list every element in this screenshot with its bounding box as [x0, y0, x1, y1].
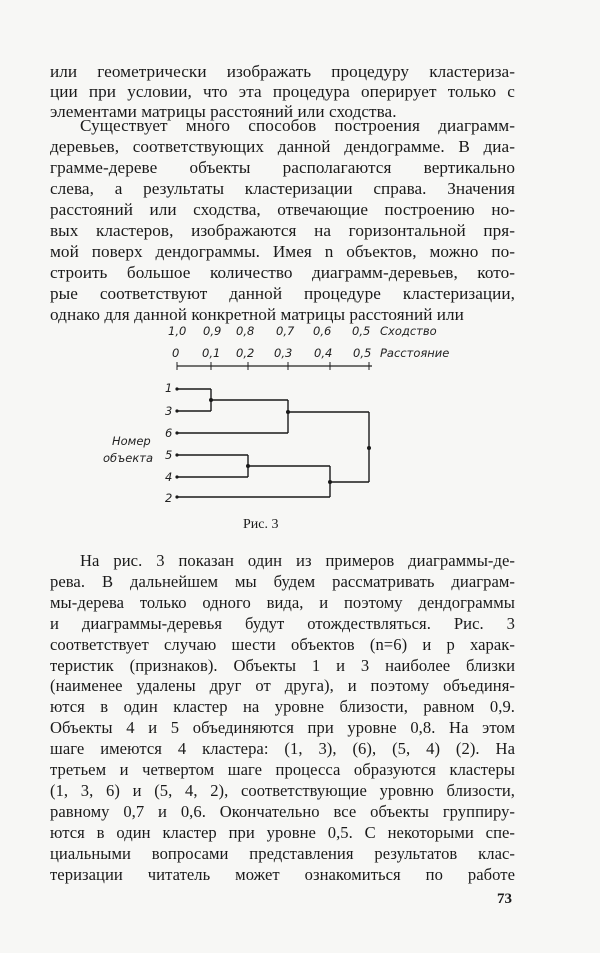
figure-caption: Рис. 3	[243, 517, 279, 532]
similarity-tick: 1,0	[168, 324, 187, 338]
object-number: 1	[165, 381, 173, 395]
text-line: (1, 3, 6) и (5, 4, 2), соответствующие уровню близости,	[50, 780, 515, 800]
similarity-tick: 0,9	[203, 324, 222, 338]
text-line: (наименее удалены друг от друга), и поэтому объединя-	[50, 676, 515, 696]
text-line: расстояний или сходства, отвечающие построению но-	[50, 200, 515, 219]
similarity-tick: 0,7	[276, 324, 295, 338]
text-line: рые соответствуют данной процедуре кластеризации,	[50, 284, 515, 303]
distance-axis-label: Расстояние	[380, 346, 450, 360]
object-number: 3	[165, 404, 173, 418]
text-line: шаге имеются 4 кластера: (1, 3), (6), (5, 4) (2). На	[50, 739, 515, 759]
text-line: соответствует случаю шести объектов (n=6) и p харак-	[50, 634, 515, 654]
text-line: ются в один кластер при уровне 0,5. С некоторыми спе-	[50, 822, 515, 842]
object-number: 4	[165, 470, 173, 484]
object-axis-label: объекта	[103, 451, 154, 465]
text-line: или геометрически изображать процедуру кластеризa-	[50, 62, 515, 81]
object-axis-label: Номер	[112, 434, 151, 448]
text-line: равному 0,7 и 0,6. Окончательно все объекты группиру-	[50, 801, 515, 821]
dendrogram-tree	[177, 389, 369, 497]
text-line: однако для данной конкретной матрицы расстояний или	[50, 305, 464, 324]
similarity-tick: 0,6	[313, 324, 332, 338]
text-line: строить большое количество диаграмм-деревьев, кото-	[50, 263, 515, 282]
distance-tick: 0,2	[236, 346, 255, 360]
text-line: На рис. 3 показан один из примеров диаграммы-де-	[80, 551, 515, 570]
distance-tick: 0,1	[202, 346, 221, 360]
text-line: деревьев, соответствующих данной дендограмме. В диа-	[50, 137, 515, 156]
text-line: рева. В дальнейшем мы будем рассматривать диаграм-	[50, 571, 515, 591]
similarity-tick: 0,8	[236, 324, 255, 338]
text-line: грамме-дереве объекты располагаются вертикально	[50, 158, 515, 177]
object-number: 6	[165, 426, 173, 440]
distance-tick: 0,4	[314, 346, 333, 360]
distance-tick: 0,5	[353, 346, 372, 360]
text-line: теристик (признаков). Объекты 1 и 3 наиболее близки	[50, 655, 515, 675]
text-line: ются в один кластер на уровне близости, равном 0,9.	[50, 697, 515, 717]
distance-tick: 0,3	[274, 346, 293, 360]
text-line: Существует много способов построения диаграмм-	[80, 116, 515, 135]
text-line: и диаграммы-деревья будут отождествляться. Рис. 3	[50, 613, 515, 633]
text-line: мой поверх дендограммы. Имея n объектов, можно по-	[50, 242, 515, 261]
object-number: 2	[165, 491, 173, 505]
similarity-axis-label: Сходство	[380, 324, 437, 338]
text-line: третьем и четвертом шаге процесса образуются кластеры	[50, 760, 515, 779]
text-line: теризации читатель может ознакомиться по работе	[50, 864, 515, 884]
similarity-tick: 0,5	[352, 324, 371, 338]
text-line: Объекты 4 и 5 объединяются при уровне 0,8. На этом	[50, 718, 515, 738]
text-line: циальными вопросами представления результатов клас-	[50, 843, 515, 863]
text-line: слева, а результаты кластеризации справа. Значения	[50, 179, 515, 198]
text-line: мы-дерева только одного вида, и поэтому дендограммы	[50, 592, 515, 612]
object-number: 5	[165, 448, 173, 462]
distance-tick: 0	[172, 346, 180, 360]
page-number: 73	[497, 891, 512, 908]
text-line: ции при условии, что эта процедура оперирует только с	[50, 82, 515, 101]
text-line: элементами матрицы расстояний или сходства.	[50, 102, 397, 121]
text-line: вых кластеров, изображаются на горизонтальной пря-	[50, 221, 515, 240]
